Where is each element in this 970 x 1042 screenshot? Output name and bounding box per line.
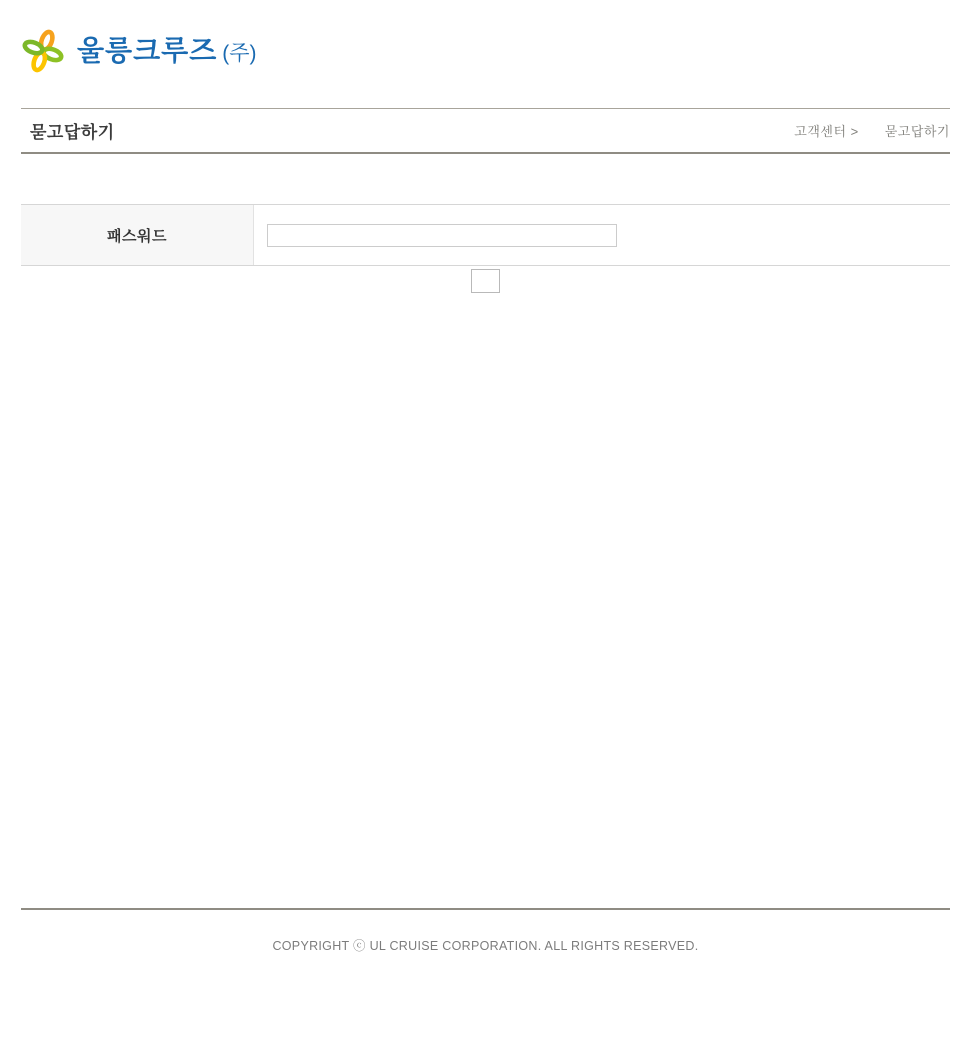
company-suffix-text: (주): [222, 42, 257, 65]
password-value-cell: [254, 205, 950, 265]
submit-row: [0, 269, 970, 293]
company-name-text: 울릉크루즈: [77, 35, 218, 66]
page-title: 묻고답하기: [30, 123, 115, 142]
password-label: 패스워드: [21, 205, 254, 265]
site-footer: [21, 908, 950, 954]
breadcrumb: [794, 121, 950, 140]
password-input[interactable]: [267, 224, 617, 247]
company-logo[interactable]: [22, 28, 257, 74]
logo-flower-icon: [22, 28, 64, 74]
copyright-text: COPYRIGHT ⓒ UL CRUISE CORPORATION. ALL RIGHTS RESERVED.: [272, 939, 699, 953]
company-name: [77, 37, 257, 65]
site-header: [0, 0, 970, 108]
password-table: [21, 204, 950, 266]
page-title-bar: [21, 108, 950, 154]
breadcrumb-current[interactable]: 묻고답하기: [884, 124, 950, 139]
breadcrumb-parent-link[interactable]: 고객센터 >: [794, 124, 859, 139]
password-check-form: [0, 204, 970, 293]
submit-button[interactable]: [471, 269, 500, 293]
